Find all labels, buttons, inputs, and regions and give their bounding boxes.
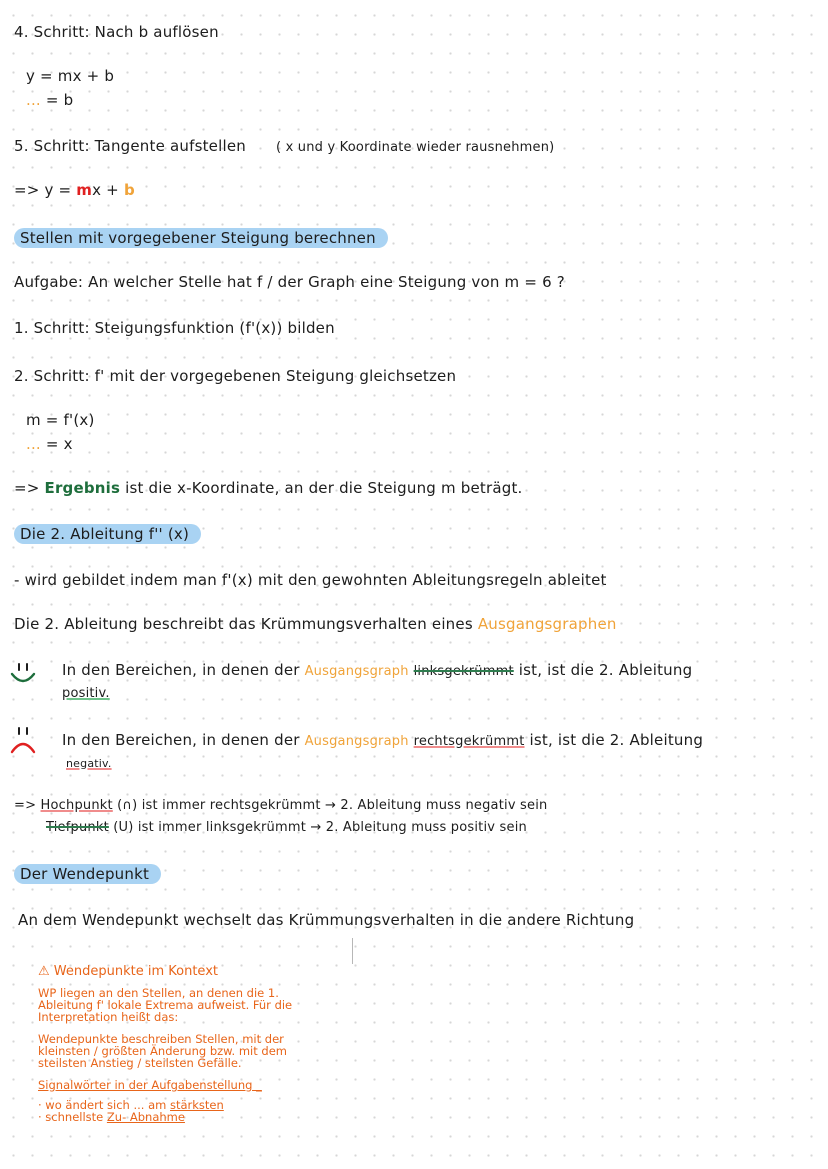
stellen-step2: 2. Schritt: f' mit der vorgegebenen Steigung gleichsetzen	[14, 367, 457, 385]
smile-pre: In den Bereichen, in denen der	[62, 661, 305, 679]
tief-rest: (U) ist immer linksgekrümmt → 2. Ableitung muss positiv sein	[108, 820, 527, 835]
wendepunkt-line1: An dem Wendepunkt wechselt das Krümmungsverhalten in die andere Richtung	[18, 911, 635, 929]
frown-word	[66, 754, 112, 774]
ableitung2-line2	[14, 614, 617, 634]
context-bullet2	[38, 1111, 338, 1123]
formula-solve-b	[26, 90, 73, 110]
frown-pre: In den Bereichen, in denen der	[62, 731, 305, 749]
result-prefix: => y =	[14, 181, 77, 199]
frown-icon	[8, 726, 38, 756]
bullet2-pre: · schnellste	[38, 1110, 107, 1124]
smile-word-text: positiv.	[62, 686, 110, 701]
wendepunkt-heading	[14, 864, 161, 884]
wendepunkt-heading-text: Der Wendepunkt	[14, 864, 161, 884]
context-box	[38, 964, 338, 1123]
ableitung2-heading	[14, 524, 201, 544]
context-p2: Wendepunkte beschreiben Stellen, mit der kleinsten / größten Änderung bzw. mit dem steilsten Anstieg / steilsten Gefälle.	[38, 1032, 287, 1070]
step5-title: 5. Schritt: Tangente aufstellen	[14, 137, 246, 155]
step5-heading	[14, 136, 554, 158]
tief-word: Tiefpunkt	[46, 820, 109, 835]
context-title: ⚠ Wendepunkte im Kontext	[38, 964, 218, 979]
ableitung2-line1: - wird gebildet indem man f'(x) mit den gewohnten Ableitungsregeln ableitet	[14, 571, 607, 589]
context-p1: WP liegen an den Stellen, an denen die 1. Ableitung f' lokale Extrema aufweist. Für die Interpretation heißt das:	[38, 986, 293, 1024]
tangent-result	[14, 180, 135, 200]
cursor-line	[352, 938, 353, 964]
step5-note: ( x und y Koordinate wieder rausnehmen)	[275, 140, 555, 155]
stellen-heading	[14, 228, 388, 248]
formula-rest: = b	[40, 91, 74, 109]
line2-orange: Ausgangsgraphen	[477, 615, 617, 633]
smile-orange: Ausgangsgraph	[304, 664, 409, 679]
smile-icon	[8, 660, 38, 690]
frown-orange: Ausgangsgraph	[304, 734, 409, 749]
frown-word-text: negativ.	[66, 757, 112, 770]
formula-y-mx-b: y = mx + b	[26, 67, 115, 85]
line2-prefix: Die 2. Ableitung beschreibt das Krümmungsverhalten eines	[14, 615, 478, 633]
frown-line	[62, 730, 703, 752]
result-m: m	[76, 181, 93, 199]
stellen-step1: 1. Schritt: Steigungsfunktion (f'(x)) bilden	[14, 319, 335, 337]
formula-solve-x	[26, 434, 73, 454]
context-signal: Signalwörter in der Aufgabenstellung _	[38, 1078, 262, 1092]
bullet1-ul: stärksten	[170, 1098, 224, 1112]
tiefpunkt-line	[46, 818, 527, 838]
hochpunkt-line	[14, 796, 547, 816]
hoch-prefix: =>	[14, 798, 41, 813]
result-prefix: =>	[14, 479, 45, 497]
ellipsis: ...	[26, 91, 41, 109]
stellen-result	[14, 478, 523, 498]
formula-m-fx: m = f'(x)	[26, 411, 95, 429]
smile-post: ist, ist die 2. Ableitung	[513, 661, 693, 679]
result-rest: ist die x-Koordinate, an der die Steigung m beträgt.	[120, 479, 523, 497]
ableitung2-heading-text: Die 2. Ableitung f'' (x)	[14, 524, 201, 544]
aufgabe-line: Aufgabe: An welcher Stelle hat f / der Graph eine Steigung von m = 6 ?	[14, 273, 565, 291]
stellen-heading-text: Stellen mit vorgegebener Steigung berechnen	[14, 228, 388, 248]
result-mid: x +	[92, 181, 124, 199]
smile-curv: linksgekrümmt	[413, 664, 514, 679]
smile-line	[62, 660, 692, 682]
bullet1-pre: · wo ändert sich ... am	[38, 1098, 170, 1112]
result-b: b	[123, 181, 135, 199]
hoch-word: Hochpunkt	[40, 798, 113, 813]
frown-post: ist, ist die 2. Ableitung	[524, 731, 704, 749]
bullet2-ul: Zu- Abnahme	[106, 1110, 185, 1124]
ellipsis: ...	[26, 435, 41, 453]
formula-rest: = x	[40, 435, 73, 453]
step4-heading: 4. Schritt: Nach b auflösen	[14, 23, 219, 41]
result-word: Ergebnis	[44, 479, 121, 497]
frown-curv: rechtsgekrümmt	[413, 734, 525, 749]
smile-word	[62, 684, 110, 704]
hoch-rest: (∩) ist immer rechtsgekrümmt → 2. Ableitung muss negativ sein	[112, 798, 548, 813]
